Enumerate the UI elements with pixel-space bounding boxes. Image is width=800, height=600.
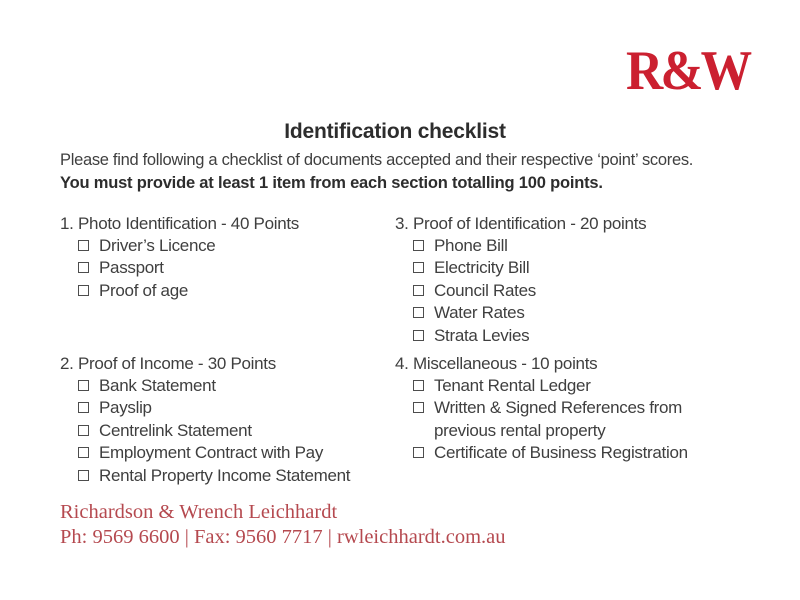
- item-label: Driver’s Licence: [99, 236, 216, 255]
- checklist-item: [395, 235, 765, 257]
- checkbox[interactable]: [78, 380, 89, 391]
- item-label: Council Rates: [434, 280, 536, 300]
- item-label: Centrelink Statement: [99, 420, 252, 440]
- checkbox[interactable]: [413, 240, 424, 251]
- section-proof-of-income: [60, 353, 395, 487]
- checkbox[interactable]: [78, 447, 89, 458]
- section-photo-identification: [60, 213, 395, 302]
- checkbox[interactable]: [413, 402, 424, 413]
- page-title: Identification checklist: [284, 120, 506, 143]
- footer-contact: Ph: 9569 6600 | Fax: 9560 7717 | rwleichhardt.com.au: [60, 526, 506, 548]
- item-label: Passport: [99, 258, 164, 278]
- checkbox[interactable]: [78, 262, 89, 273]
- checklist-item: [395, 375, 765, 397]
- checkbox[interactable]: [413, 380, 424, 391]
- item-label: Tenant Rental Ledger: [434, 376, 591, 395]
- checklist-item: [395, 442, 765, 464]
- checkbox[interactable]: [413, 262, 424, 273]
- item-label: Employment Contract with Pay: [99, 443, 324, 463]
- checklist-item: [60, 442, 395, 464]
- checkbox[interactable]: [78, 240, 89, 251]
- checkbox[interactable]: [78, 402, 89, 413]
- checkbox[interactable]: [78, 285, 89, 296]
- checkbox[interactable]: [78, 470, 89, 481]
- item-label: [434, 397, 682, 442]
- item-label-line1: Written & Signed References from: [434, 398, 683, 418]
- item-label: Water Rates: [434, 303, 525, 323]
- item-label: Rental Property Income Statement: [99, 465, 351, 485]
- footer-company: Richardson & Wrench Leichhardt: [60, 501, 338, 523]
- checklist-item: [60, 280, 395, 302]
- item-label: Proof of age: [99, 280, 189, 300]
- checklist-item: [60, 397, 395, 419]
- item-label-line2: previous rental property: [434, 420, 606, 440]
- footer: [60, 500, 760, 550]
- item-label: Phone Bill: [434, 236, 508, 255]
- checkbox[interactable]: [413, 307, 424, 318]
- checkbox[interactable]: [413, 447, 424, 458]
- checklist-item: [60, 257, 395, 279]
- checklist-item: [60, 465, 395, 487]
- checklist-item: [60, 375, 395, 397]
- checkbox[interactable]: [413, 285, 424, 296]
- section-heading: 3. Proof of Identification - 20 points: [395, 214, 647, 233]
- item-label: Payslip: [99, 398, 152, 418]
- checkbox[interactable]: [413, 330, 424, 341]
- checklist-item: [395, 302, 765, 324]
- item-label: Bank Statement: [99, 376, 216, 395]
- intro-line-bold: You must provide at least 1 item from each section totalling 100 points.: [60, 174, 603, 192]
- section-heading: 2. Proof of Income - 30 Points: [60, 354, 276, 373]
- item-label: Electricity Bill: [434, 258, 530, 278]
- intro-text: [60, 149, 760, 195]
- checkbox[interactable]: [78, 425, 89, 436]
- intro-line: Please find following a checklist of documents accepted and their respective ‘point’ scores.: [60, 151, 694, 169]
- section-heading: 4. Miscellaneous - 10 points: [395, 354, 598, 373]
- checklist-item: [60, 235, 395, 257]
- rw-logo: R&W: [626, 40, 750, 102]
- checklist-item: [395, 257, 765, 279]
- section-proof-of-identification: [395, 213, 765, 347]
- checklist-item: [395, 325, 765, 347]
- checklist-item: [395, 397, 765, 442]
- item-label: Certificate of Business Registration: [434, 443, 688, 463]
- item-label: Strata Levies: [434, 325, 530, 345]
- section-heading: 1. Photo Identification - 40 Points: [60, 214, 299, 233]
- checklist-item: [60, 420, 395, 442]
- section-miscellaneous: [395, 353, 765, 465]
- checklist-item: [395, 280, 765, 302]
